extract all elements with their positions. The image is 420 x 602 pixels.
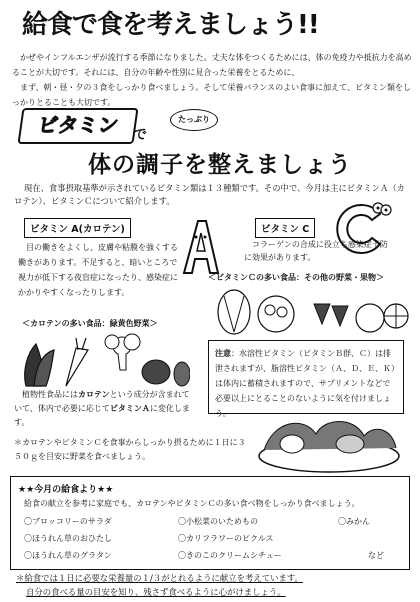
intro-paragraph: まず、朝・昼・夕の３食をしっかり食べましょう。そして栄養バランスのよい食事に加えて、ビタミン類をしっかりとることも大切です。 [12,83,411,107]
vitamin-a-text: 目の働きをよくし、皮膚や粘膜を強くする働きがあります。不足すると、暗いところで視力が低下する夜盲症になったり、感染症にかかりやすくなったりします。 [18,243,178,297]
footer-note [16,571,416,599]
vitamin-c-label: ビタミン C [255,218,315,238]
banner-particle: で [133,127,147,143]
vitamin-a-description [18,240,182,300]
intro-paragraph: かぜやインフルエンザが流行する季節になりました。丈夫な体をつくるためには、体の免疫力や抵抗力を高めることが大切です。それには、自分の年齢や性別に見合った栄養をとるために、 [12,53,412,77]
caution-box [208,340,404,418]
menu-title: ★★今月の給食より★★ [18,485,114,495]
caution-text: ：水溶性ビタミン（ビタミンＢ群、Ｃ）は排泄されますが、脂溶性ビタミン（Ａ、Ｄ、Ｅ、Ｋ）は体内に蓄積されますので、サプリメントなどで必要以上にとることのないように気を付けましょう。 [215,349,395,418]
menu-item: 〇ほうれん草のグラタン [24,551,112,560]
carotene-foods-heading: ＜カロテンの多い食品：緑黄色野菜＞ [22,319,158,328]
menu-item: 〇ブロッコリーのサラダ [24,517,112,526]
vitamin-c-text: コラーゲンの合成に役立ち感染症予防に効果があります。 [244,240,388,262]
carrot-icon [66,338,88,386]
menu-item: 〇カリフラワーのピクルス [178,534,274,543]
pumpkin-icon [142,360,190,386]
vitamin-c-description [244,238,394,264]
vegetable-tip [14,436,246,464]
letter-a-illustration [180,217,220,275]
menu-item: など [368,551,384,560]
menu-item: 〇ほうれん草のおひたし [24,534,112,543]
vitamin-banner: ビタミン [17,108,138,144]
intro-text [12,50,412,110]
carotene-note [14,388,190,430]
vitamin-a-label: ビタミン A(カロテン) [24,218,131,238]
section-title: 体の調子を整えましょう [88,152,352,178]
cauliflower-icon [258,296,294,332]
green-vegetables-illustration [20,330,190,388]
vegetable-tip-text: ＊カロテンやビタミンＣを食事からしっかり摂るために１日に３５０ｇを目安に野菜を食べましょう。 [14,438,246,461]
vegetable-basket-illustration [254,414,404,474]
orange-icon [356,304,408,332]
menu-item: 〇みかん [338,517,370,526]
vitamin-intro-text: 現在、食事摂取基準が示されているビタミン類は１３種類です。その中で、今月は主にビタミンＡ（カロテン）、ビタミンＣについて紹介します。 [14,183,405,206]
strawberry-icon [314,304,348,326]
vitamin-c-foods-heading: ＜ビタミンＣの多い食品：その他の野菜・果物＞ [208,273,384,282]
caution-label: 注意 [215,349,231,358]
broccoli-icon [105,334,140,370]
menu-item: 〇きのこのクリームシチュー [178,551,282,560]
page-title: 給食で食を考えましょう!! [22,10,319,40]
footer-line: 自分の食べる量の目安を知り、残さず食べるように心がけましょう。 [26,587,286,597]
fruit-vegetables-illustration [210,284,410,336]
speech-bubble: たっぷり [170,109,218,131]
menu-intro: 給食の献立を参考に家庭でも、カロテンやビタミンＣの多い食べ物をしっかり食べましょう。 [24,499,360,508]
menu-item: 〇小松菜のいためもの [178,517,258,526]
carotene-note-text: 植物性食品にはカロテンという成分が含まれていて、体内で必要に応じてビタミンＡに変化します。 [14,390,190,427]
spinach-icon [25,344,54,386]
footer-line: ＊給食では１日に必要な栄養量の１/３がとれるように献立を考えています。 [16,573,303,583]
cabbage-icon [218,290,250,334]
